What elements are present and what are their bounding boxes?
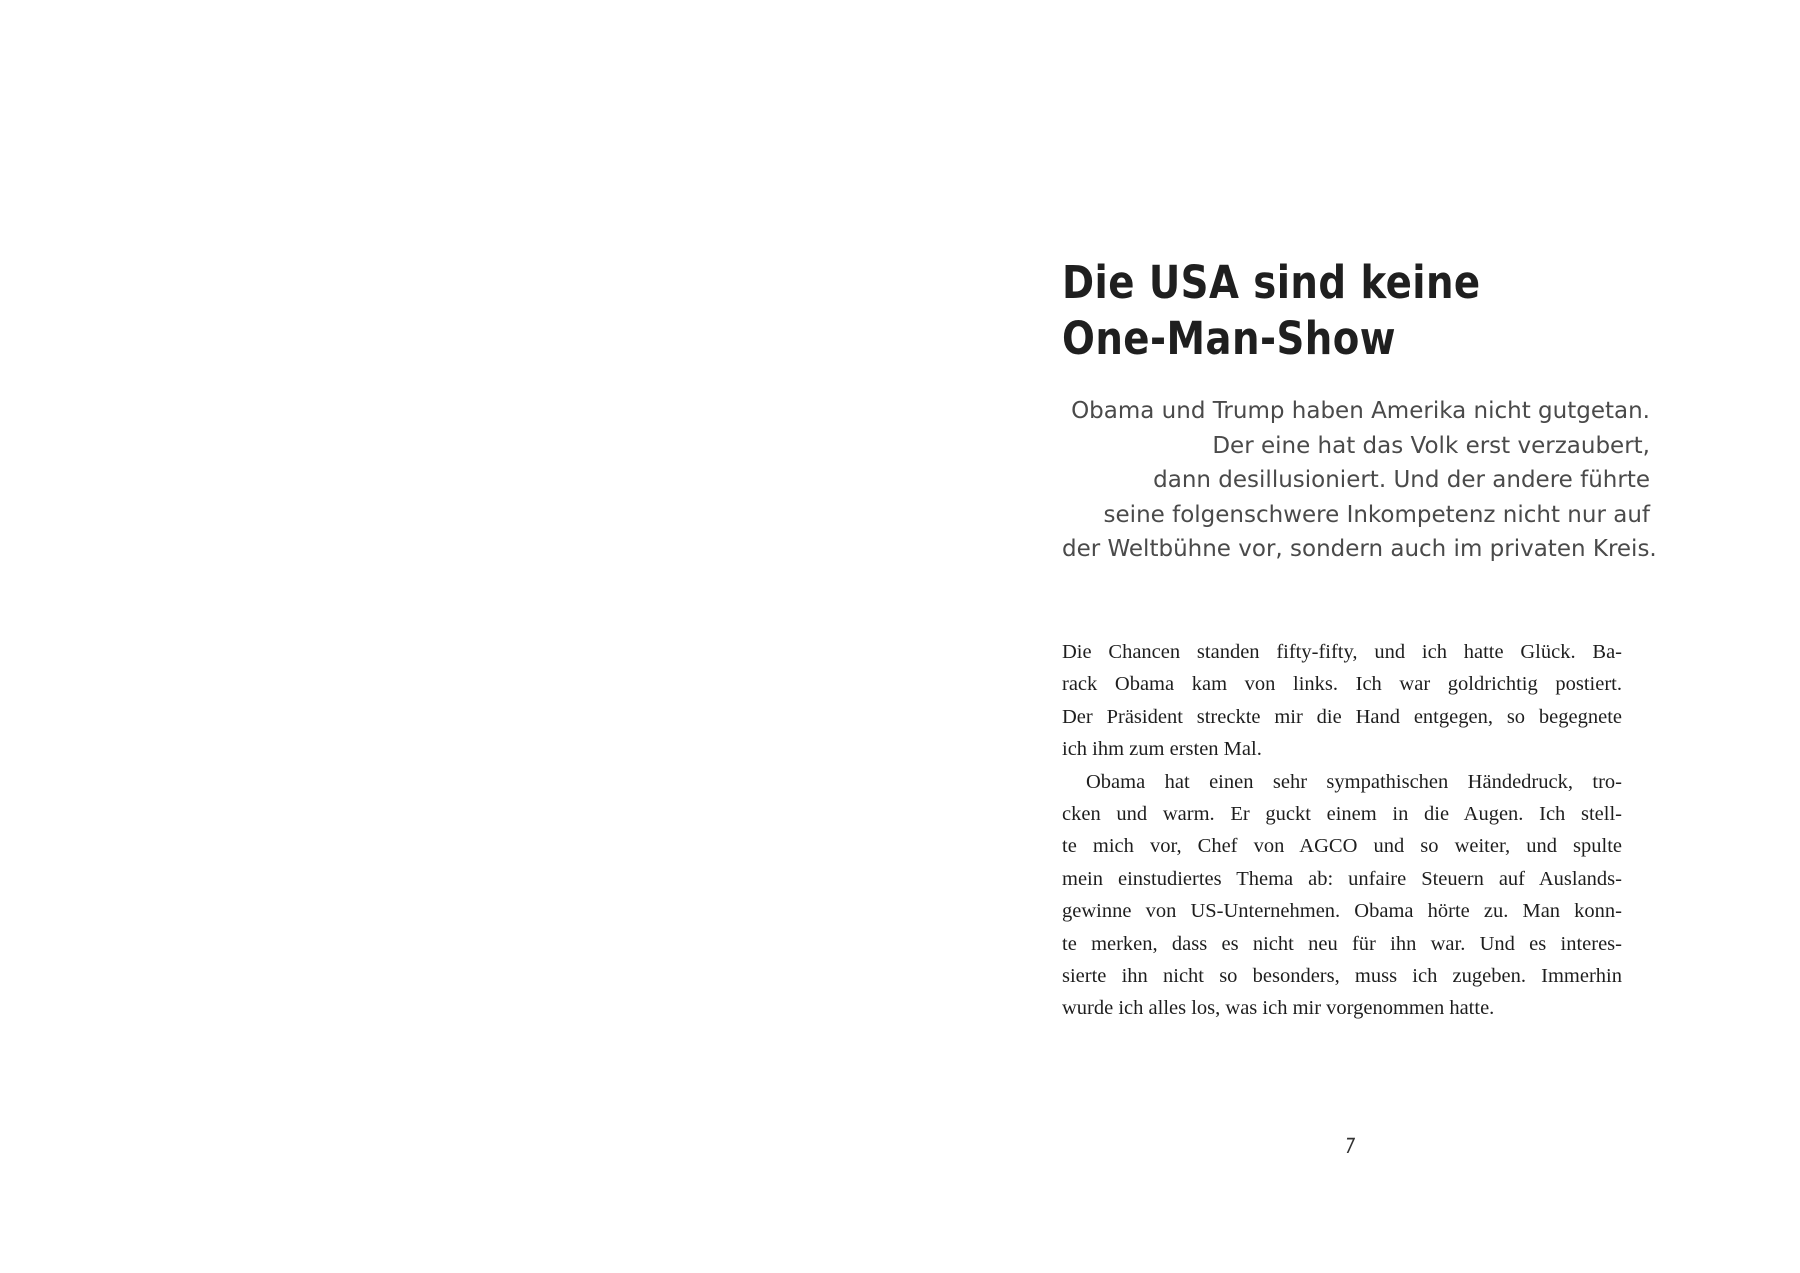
- body-line: Die Chancen standen fifty-fifty, und ich hatte Glück. Ba-: [1062, 641, 1622, 663]
- chapter-title: [1062, 255, 1544, 367]
- body-line: Der Präsident streckte mir die Hand entgegen, so begegnete: [1062, 705, 1622, 728]
- right-page: [900, 0, 1800, 1273]
- page-number: 7: [1342, 1134, 1358, 1158]
- body-line: rack Obama kam von links. Ich war goldrichtig postiert.: [1062, 673, 1622, 696]
- body-line: cken und warm. Er guckt einem in die Augen. Ich stell-: [1062, 803, 1622, 826]
- lede-line: Obama und Trump haben Amerika nicht gutgetan.: [1071, 398, 1650, 424]
- body-line: Obama hat einen sehr sympathischen Händedruck, tro-: [1086, 770, 1622, 793]
- paragraph: [1062, 766, 1622, 1025]
- lede-line: Der eine hat das Volk erst verzaubert,: [1212, 432, 1650, 459]
- lede-line: der Weltbühne vor, sondern auch im privaten Kreis.: [1062, 536, 1657, 563]
- body-line: ich ihm zum ersten Mal.: [1062, 738, 1262, 761]
- body-line: te merken, dass es nicht neu für ihn war. Und es interes-: [1062, 932, 1622, 955]
- paragraph: [1062, 636, 1622, 766]
- chapter-title-line: One-Man-Show: [1062, 312, 1396, 365]
- body-line: wurde ich alles los, was ich mir vorgenommen hatte.: [1062, 997, 1495, 1020]
- body-line: te mich vor, Chef von AGCO und so weiter, und spulte: [1062, 835, 1622, 858]
- chapter-lede: [1062, 394, 1657, 567]
- body-line: gewinne von US-Unternehmen. Obama hörte zu. Man konn-: [1062, 900, 1622, 923]
- body-line: sierte ihn nicht so besonders, muss ich zugeben. Immerhin: [1062, 965, 1622, 988]
- body-line: mein einstudiertes Thema ab: unfaire Steuern auf Auslands-: [1062, 867, 1622, 890]
- chapter-title-line: Die USA sind keine: [1062, 256, 1481, 309]
- lede-line: dann desillusioniert. Und der andere führte: [1153, 467, 1650, 494]
- lede-line: seine folgenschwere Inkompetenz nicht nur auf: [1103, 501, 1650, 528]
- body-text: [1062, 636, 1622, 1025]
